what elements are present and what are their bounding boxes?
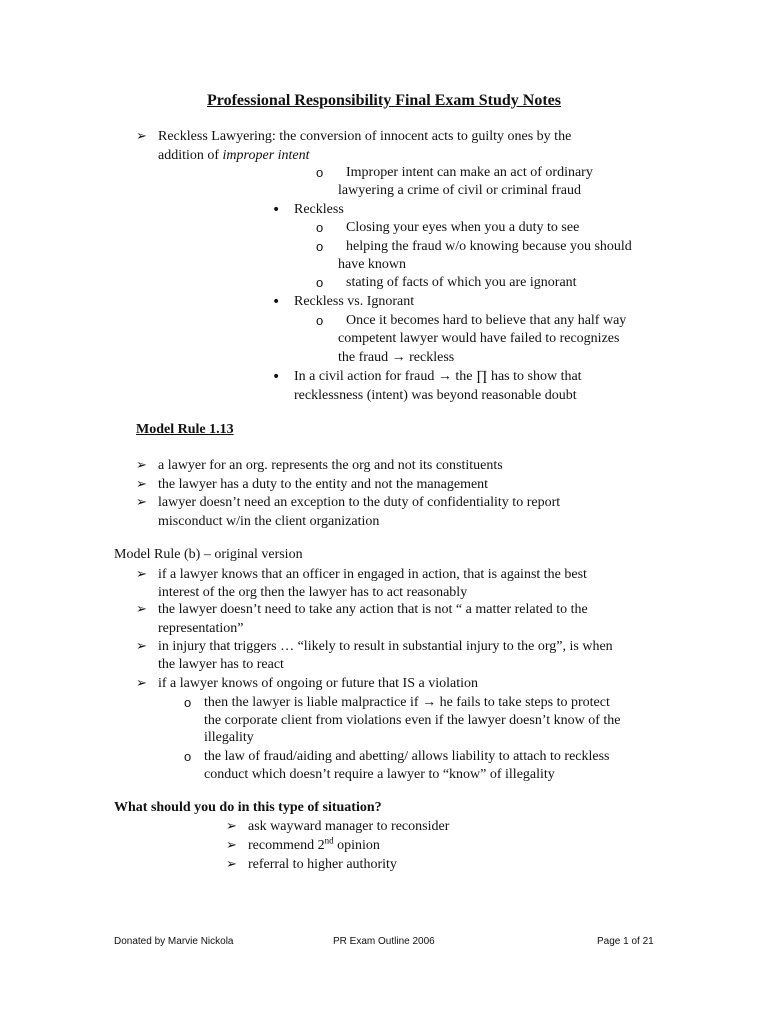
- ruleb-sub-1-line1: then the lawyer is liable malpractice if → he fails to take steps to protect: [204, 695, 610, 710]
- civil-action-line2: recklessness (intent) was beyond reasonable doubt: [294, 388, 577, 403]
- footer-page-number: Page 1 of 21: [597, 936, 654, 947]
- ruleb-item-3-line2: the lawyer has to react: [158, 657, 284, 672]
- ruleb-item-1-line2: interest of the org then the lawyer has to act reasonably: [158, 585, 468, 600]
- situation-item-2-text-end: opinion: [333, 838, 380, 853]
- footer-center: PR Exam Outline 2006: [333, 936, 435, 947]
- arrow-bullet-icon: ➢: [136, 129, 147, 144]
- footer-left: Donated by Marvie Nickola: [114, 936, 234, 947]
- reckless-item-3: stating of facts of which you are ignorant: [346, 275, 577, 290]
- reckless-lawyering-line2: [158, 147, 310, 165]
- arrow-bullet-icon: ➢: [226, 857, 237, 872]
- page-title: Professional Responsibility Final Exam Study Notes: [207, 92, 561, 109]
- model-rule-113-heading: Model Rule 1.13: [136, 422, 234, 437]
- arrow-bullet-icon: ➢: [136, 602, 147, 617]
- ignorant-item-line3: the fraud → reckless: [338, 350, 455, 365]
- circle-bullet-icon: o: [316, 220, 324, 235]
- reckless-item-2-line1: helping the fraud w/o knowing because you should: [346, 239, 632, 254]
- improper-intent-emphasis: improper intent: [222, 148, 310, 163]
- ruleb-item-4: if a lawyer knows of ongoing or future that IS a violation: [158, 676, 478, 691]
- circle-bullet-icon: o: [316, 165, 324, 180]
- reckless-label: Reckless: [294, 202, 344, 217]
- rule113-item-3-line2: misconduct w/in the client organization: [158, 514, 380, 529]
- ordinal-suffix: nd: [324, 835, 334, 846]
- arrow-bullet-icon: ➢: [136, 676, 147, 691]
- ruleb-sub-1-line3: illegality: [204, 730, 254, 745]
- situation-item-2: [248, 837, 380, 855]
- arrow-bullet-icon: ➢: [136, 477, 147, 492]
- civil-action-line1: In a civil action for fraud → the ∏ has to show that: [294, 369, 582, 384]
- arrow-bullet-icon: ➢: [136, 639, 147, 654]
- reckless-lawyering-line2-text: addition of: [158, 148, 223, 163]
- reckless-item-2-line2: have known: [338, 257, 407, 272]
- dot-bullet-icon: •: [272, 294, 281, 310]
- circle-bullet-icon: o: [184, 695, 192, 710]
- rule113-item-2: the lawyer has a duty to the entity and not the management: [158, 477, 489, 492]
- circle-bullet-icon: o: [316, 275, 324, 290]
- situation-item-2-text: recommend 2: [248, 838, 325, 853]
- arrow-bullet-icon: ➢: [226, 838, 237, 853]
- arrow-bullet-icon: ➢: [136, 495, 147, 510]
- ruleb-sub-2-line2: conduct which doesn’t require a lawyer to “know” of illegality: [204, 767, 555, 782]
- ruleb-item-1-line1: if a lawyer knows that an officer in engaged in action, that is against the best: [158, 567, 587, 582]
- arrow-bullet-icon: ➢: [136, 567, 147, 582]
- ignorant-item-line2: competent lawyer would have failed to recognizes: [338, 331, 620, 346]
- ignorant-item-line1: Once it becomes hard to believe that any half way: [346, 313, 627, 328]
- circle-bullet-icon: o: [316, 313, 324, 328]
- reckless-item-1: Closing your eyes when you a duty to see: [346, 220, 580, 235]
- situation-item-1: ask wayward manager to reconsider: [248, 819, 450, 834]
- ruleb-sub-1-line2: the corporate client from violations even if the lawyer doesn’t know of the: [204, 713, 621, 728]
- improper-intent-line2: lawyering a crime of civil or criminal fraud: [338, 183, 581, 198]
- ruleb-sub-2-line1: the law of fraud/aiding and abetting/ allows liability to attach to reckless: [204, 749, 610, 764]
- arrow-bullet-icon: ➢: [226, 819, 237, 834]
- ruleb-item-2-line1: the lawyer doesn’t need to take any action that is not “ a matter related to the: [158, 602, 588, 617]
- ruleb-item-3-line1: in injury that triggers … “likely to result in substantial injury to the org”, is when: [158, 639, 613, 654]
- rule113-item-1: a lawyer for an org. represents the org and not its constituents: [158, 458, 503, 473]
- situation-heading: What should you do in this type of situation?: [114, 800, 382, 815]
- model-rule-b-heading: Model Rule (b) – original version: [114, 547, 303, 562]
- circle-bullet-icon: o: [184, 749, 192, 764]
- situation-item-3: referral to higher authority: [248, 857, 397, 872]
- ruleb-item-2-line2: representation”: [158, 621, 244, 636]
- dot-bullet-icon: •: [272, 369, 281, 385]
- improper-intent-line1: Improper intent can make an act of ordinary: [346, 165, 593, 180]
- reckless-vs-ignorant-label: Reckless vs. Ignorant: [294, 294, 415, 309]
- dot-bullet-icon: •: [272, 202, 281, 218]
- rule113-item-3-line1: lawyer doesn’t need an exception to the duty of confidentiality to report: [158, 495, 561, 510]
- arrow-bullet-icon: ➢: [136, 458, 147, 473]
- circle-bullet-icon: o: [316, 239, 324, 254]
- reckless-lawyering-line1: Reckless Lawyering: the conversion of innocent acts to guilty ones by the: [158, 129, 572, 144]
